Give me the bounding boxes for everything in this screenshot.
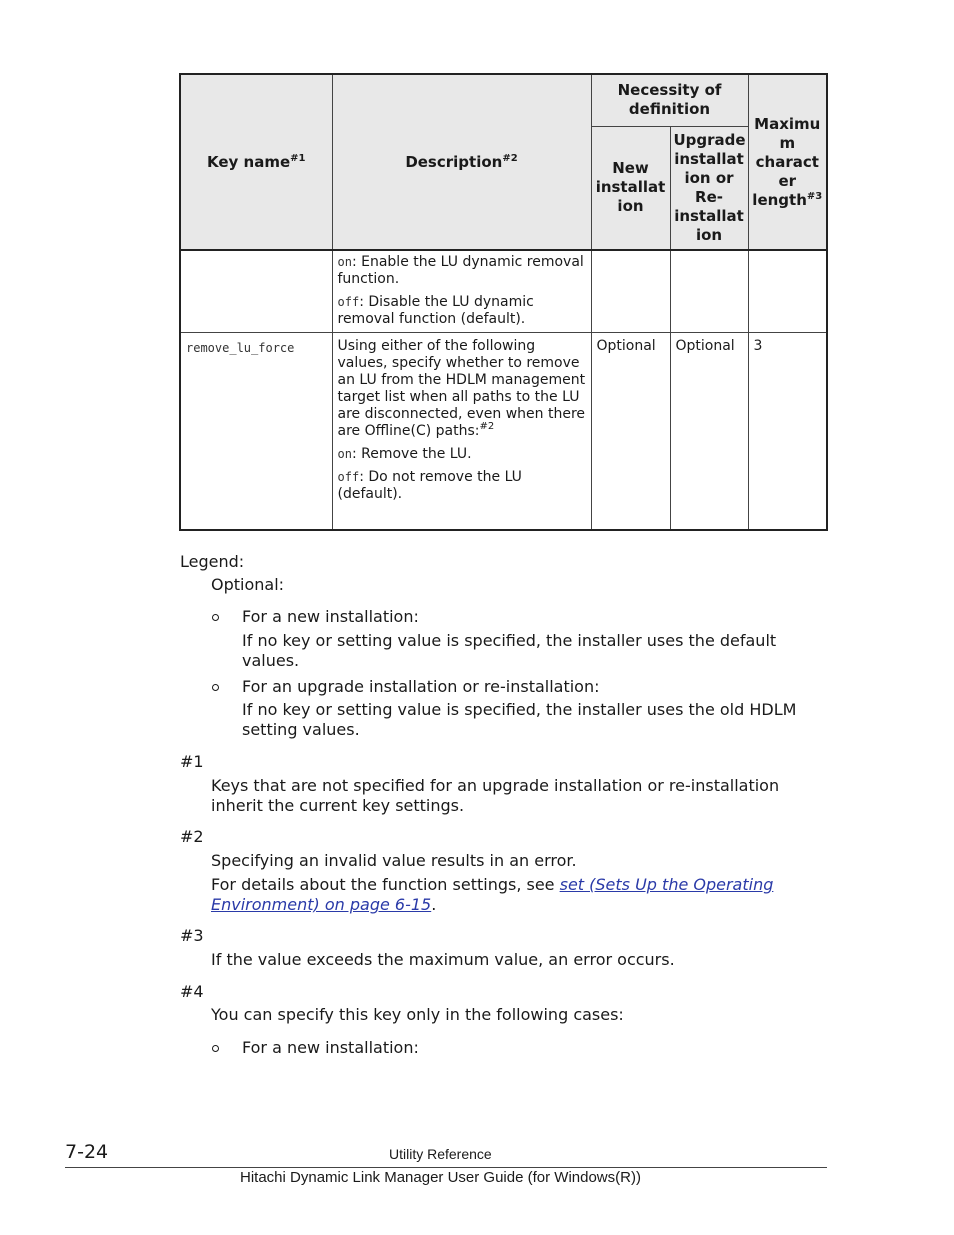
header-upgrade-install: Upgrade installat ion or Re-installat ion — [670, 126, 748, 250]
legend-optional: Optional: — [211, 575, 285, 594]
key-cell: remove_lu_force — [180, 332, 332, 530]
note-mark: #1 — [180, 752, 204, 771]
table-row — [180, 250, 827, 332]
cross-reference-link[interactable]: set (Sets Up the Operating Environment) on page 6-15 — [211, 875, 774, 914]
note-text: Specifying an invalid value results in an error. — [211, 851, 577, 870]
upgrade-cell: Optional — [670, 332, 748, 530]
note-mark: #3 — [180, 926, 204, 945]
description-cell: Using either of the following values, specify whether to remove an LU from the HDLM management target list when all paths to the LU are disconnected, even when there are Offline(C) paths:$^{\#2}$ on: Remove the LU. off: Do not remove the LU (default). — [332, 332, 591, 530]
note-mark: #4 — [180, 982, 204, 1001]
table-row — [180, 332, 827, 530]
description-cell: on: Enable the LU dynamic removal function. off: Disable the LU dynamic removal function (default). — [332, 250, 591, 332]
footer-section: Utility Reference — [389, 1146, 492, 1162]
upgrade-cell — [670, 250, 748, 332]
key-table — [179, 73, 828, 531]
note-text: If the value exceeds the maximum value, an error occurs. — [211, 950, 675, 969]
page-number: 7-24 — [65, 1141, 109, 1163]
bullet-icon — [212, 614, 219, 621]
max-length-cell — [748, 250, 827, 332]
footer-book-title: Hitachi Dynamic Link Manager User Guide (for Windows(R)) — [240, 1169, 641, 1186]
header-necessity: Necessity of definition — [591, 74, 748, 126]
new-install-cell — [591, 250, 670, 332]
max-length-cell: 3 — [748, 332, 827, 530]
note-mark: #2 — [180, 827, 204, 846]
legend-item-head: For a new installation: — [242, 607, 419, 626]
note-text: For details about the function settings, see set (Sets Up the Operating Environment) on page 6-15. — [211, 875, 774, 914]
note-text: You can specify this key only in the following cases: — [211, 1005, 624, 1024]
legend-title: Legend: — [180, 552, 245, 571]
header-new-install: New installat ion — [591, 126, 670, 250]
header-description: Description$^{\#2}$ — [332, 74, 591, 250]
legend-item-body: If no key or setting value is specified, the installer uses the default values. — [242, 631, 777, 670]
note-bullet-text: For a new installation: — [242, 1038, 419, 1057]
header-max-length: Maximu m charact er length$^{\#3}$ — [748, 74, 827, 250]
key-cell — [180, 250, 332, 332]
legend-item-head: For an upgrade installation or re-installation: — [242, 677, 600, 696]
header-key-name: Key name$^{\#1}$ — [180, 74, 332, 250]
bullet-icon — [212, 1045, 219, 1052]
bullet-icon — [212, 684, 219, 691]
footer-divider — [65, 1167, 827, 1168]
new-install-cell: Optional — [591, 332, 670, 530]
note-text: Keys that are not specified for an upgrade installation or re-installation inherit the current key settings. — [211, 776, 780, 815]
legend-item-body: If no key or setting value is specified, the installer uses the old HDLM setting values. — [242, 700, 797, 739]
